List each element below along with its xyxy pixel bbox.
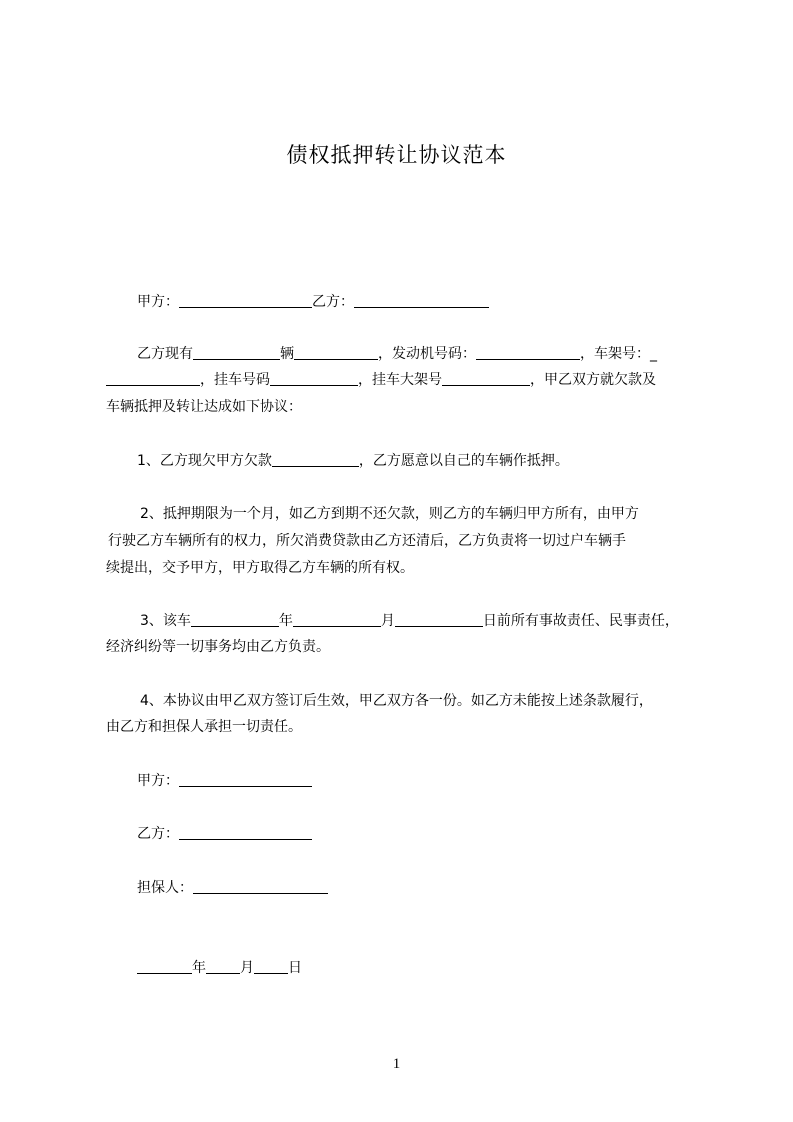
intro-text: ，挂车大架号 [358, 372, 442, 388]
intro-text: ，挂车号码 [200, 372, 270, 388]
intro-text: ，甲乙双方就欠款及 [530, 372, 656, 388]
signature-label: 甲方： [137, 773, 179, 789]
intro-line-1 [137, 341, 657, 367]
clause-3-line-1 [140, 608, 679, 634]
trailer-plate-blank[interactable] [270, 370, 358, 386]
signature-party-b [137, 821, 312, 847]
intro-text: 乙方现有 [137, 346, 193, 362]
frame-number-blank[interactable] [106, 370, 200, 386]
intro-line-2 [106, 367, 656, 393]
clause-1 [137, 448, 569, 474]
engine-number-blank[interactable] [476, 344, 580, 360]
party-a-label: 甲方： [137, 294, 179, 310]
date-label: 年 [192, 960, 206, 976]
date-label: 月 [240, 960, 254, 976]
clause-3-line-2: 经济纠纷等一切事务均由乙方负责。 [106, 639, 330, 655]
date-day-blank[interactable] [254, 958, 288, 974]
intro-text: ，车架号：_ [580, 346, 657, 362]
clause-3-year-blank[interactable] [191, 611, 279, 627]
clause-text: 年 [278, 613, 293, 629]
clause-2-line-3: 续提出，交予甲方，甲方取得乙方车辆的所有权。 [106, 560, 414, 576]
signature-party-a [137, 768, 312, 794]
party-b-label: 乙方： [312, 294, 354, 310]
signature-label: 乙方： [137, 826, 179, 842]
clause-2-line-2: 行驶乙方车辆所有的权力，所欠消费贷款由乙方还清后，乙方负责将一切过户车辆手 [108, 533, 626, 549]
document-title: 债权抵押转让协议范本 [286, 143, 507, 167]
clause-text: ，乙方愿意以自己的车辆作抵押。 [358, 453, 569, 469]
clause-text: 月 [380, 613, 395, 629]
clause-text: 日前所有事故责任、民事责任， [482, 613, 679, 629]
clause-text: 1、乙方现欠甲方欠款 [137, 453, 272, 469]
party-a-blank[interactable] [179, 292, 312, 308]
date-month-blank[interactable] [206, 958, 240, 974]
intro-line-3: 车辆抵押及转让达成如下协议： [106, 399, 302, 415]
signature-label: 担保人： [137, 880, 193, 896]
guarantor-signature-blank[interactable] [193, 878, 328, 894]
vehicle-plate-blank[interactable] [294, 344, 378, 360]
clause-3-month-blank[interactable] [293, 611, 381, 627]
clause-3-day-blank[interactable] [395, 611, 483, 627]
signature-guarantor [137, 875, 328, 901]
trailer-frame-blank[interactable] [442, 370, 530, 386]
date-year-blank[interactable] [137, 958, 192, 974]
clause-text: 3、该车 [140, 613, 191, 629]
signing-date [137, 955, 302, 981]
clause-4-line-2: 由乙方和担保人承担一切责任。 [106, 719, 302, 735]
party-a-signature-blank[interactable] [179, 771, 312, 787]
party-b-blank[interactable] [354, 292, 489, 308]
parties-line [137, 289, 489, 315]
date-label: 日 [288, 960, 302, 976]
intro-text: 辆 [280, 346, 294, 362]
party-b-signature-blank[interactable] [179, 824, 312, 840]
page-number: 1 [392, 1056, 401, 1072]
vehicle-type-blank[interactable] [193, 344, 280, 360]
intro-text: ，发动机号码： [378, 346, 476, 362]
clause-4-line-1: 4、本协议由甲乙双方签订后生效，甲乙双方各一份。如乙方未能按上述条款履行， [140, 693, 653, 709]
clause-2-line-1: 2、抵押期限为一个月，如乙方到期不还欠款，则乙方的车辆归甲方所有，由甲方 [140, 506, 639, 522]
debt-amount-blank[interactable] [272, 451, 359, 467]
